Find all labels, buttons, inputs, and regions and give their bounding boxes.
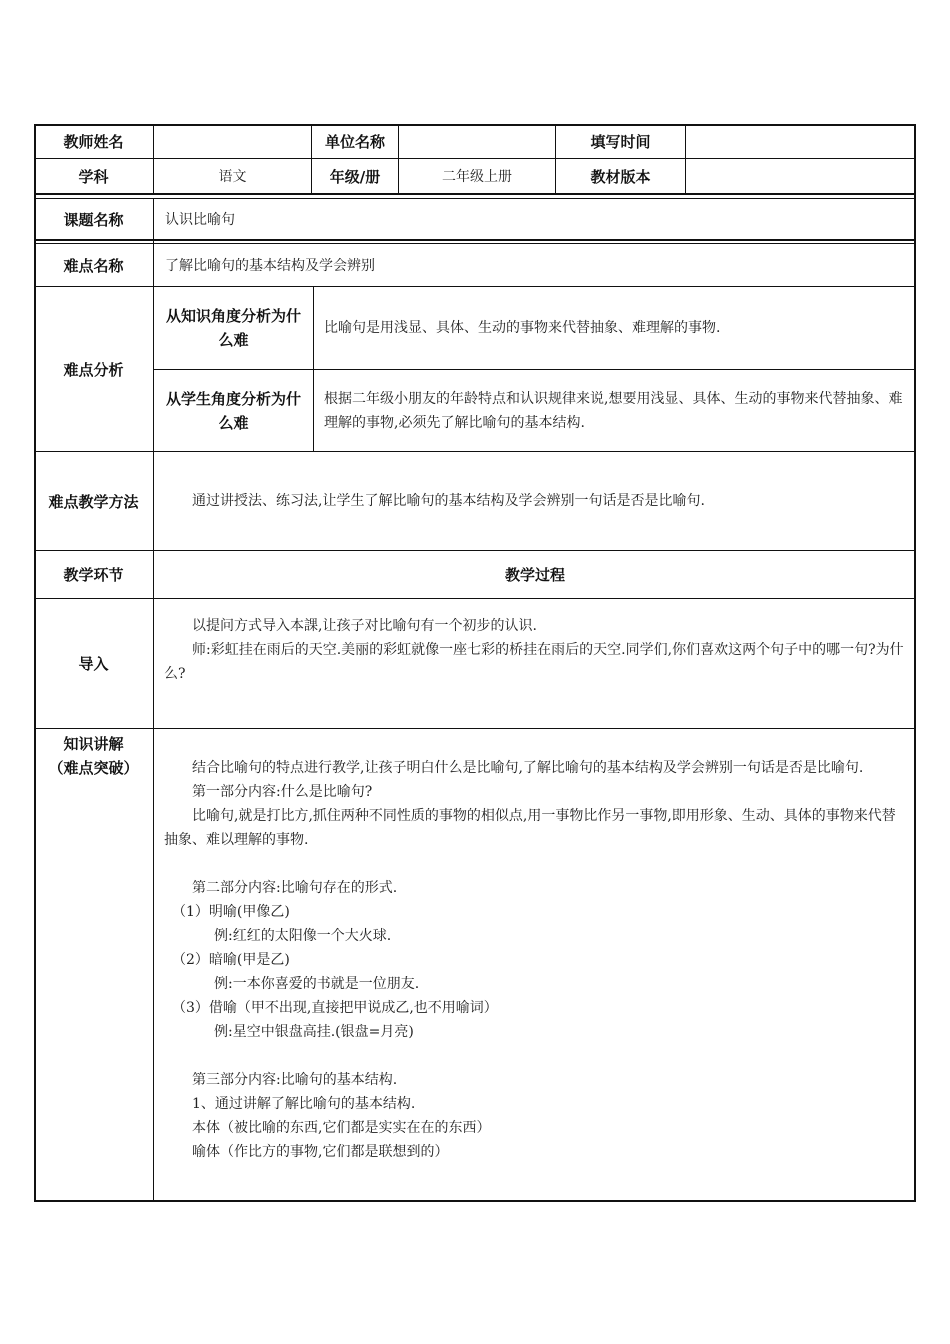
knowledge-label-line-2: （难点突破） xyxy=(48,759,139,777)
row-divider xyxy=(34,239,916,241)
intro-content xyxy=(164,614,909,686)
subject-value: 语文 xyxy=(218,169,247,185)
edition-label: 教材版本 xyxy=(590,167,651,186)
topic-value: 认识比喻句 xyxy=(165,212,235,228)
form-item-1: （1）明喻(甲像乙) xyxy=(172,904,290,920)
fill-time-label: 填写时间 xyxy=(590,133,651,151)
edition-value[interactable] xyxy=(686,159,916,193)
spacer xyxy=(164,1044,909,1068)
analysis-label: 难点分析 xyxy=(63,360,124,379)
form-item-3: （3）借喻（甲不出现,直接把甲说成乙,也不用喻词） xyxy=(172,1000,498,1016)
unit-name-label: 单位名称 xyxy=(324,133,385,151)
knowledge-intro: 结合比喻句的特点进行教学,让孩子明白什么是比喻句,了解比喻句的基本结构及学会辨别一句话是否是比喻句. xyxy=(192,760,864,776)
process-header: 教学过程 xyxy=(504,566,565,584)
knowledge-label-line-1: 知识讲解 xyxy=(63,735,124,753)
knowledge-label xyxy=(34,732,153,780)
fill-time-value[interactable] xyxy=(686,124,916,159)
student-angle-label: 从学生角度分析为什么难 xyxy=(165,389,301,432)
row-divider xyxy=(34,728,916,729)
spacer xyxy=(164,852,909,876)
unit-name-value[interactable] xyxy=(399,124,555,159)
method-value: 通过讲授法、练习法,让学生了解比喻句的基本结构及学会辨别一句话是否是比喻句. xyxy=(192,493,705,509)
col-divider xyxy=(313,287,314,452)
part3-title: 第三部分内容:比喻句的基本结构. xyxy=(192,1072,398,1088)
form-item-2: （2）暗喻(甲是乙) xyxy=(172,952,290,968)
subject-label: 学科 xyxy=(78,167,109,186)
difficulty-label: 难点名称 xyxy=(63,256,124,275)
teacher-name-value[interactable] xyxy=(154,124,311,159)
intro-line-1: 以提问方式导入本課,让孩子对比喻句有一个初步的认识. xyxy=(192,618,537,634)
method-label: 难点教学方法 xyxy=(48,492,139,511)
grade-value: 二年级上册 xyxy=(442,169,512,185)
form-item-2-example: 例:一本你喜爱的书就是一位朋友. xyxy=(214,976,420,992)
teacher-name-label: 教师姓名 xyxy=(63,133,124,151)
part1-body: 比喻句,就是打比方,抓住两种不同性质的事物的相似点,用一事物比作另一事物,即用形象、生动、具体的事物来代替抽象、难以理解的事物. xyxy=(164,808,896,848)
row-divider xyxy=(34,193,916,195)
stage-header: 教学环节 xyxy=(63,566,124,584)
difficulty-value: 了解比喻句的基本结构及学会辨别 xyxy=(165,258,375,274)
form-item-3-example: 例:星空中银盘高挂.(银盘=月亮) xyxy=(214,1024,414,1040)
intro-label: 导入 xyxy=(78,655,109,673)
knowledge-angle-label: 从知识角度分析为什么难 xyxy=(165,307,301,349)
topic-label: 课题名称 xyxy=(63,210,124,229)
part3-line-3: 喻体（作比方的事物,它们都是联想到的） xyxy=(192,1144,449,1160)
part3-line-2: 本体（被比喻的东西,它们都是实实在在的东西） xyxy=(192,1120,491,1136)
knowledge-angle-value: 比喻句是用浅显、具体、生动的事物来代替抽象、难理解的事物. xyxy=(324,320,721,336)
part1-title: 第一部分内容:什么是比喻句? xyxy=(192,784,373,800)
knowledge-content xyxy=(164,756,909,1164)
row-divider xyxy=(34,598,916,599)
intro-line-2: 师:彩虹挂在雨后的天空.美丽的彩虹就像一座七彩的桥挂在雨后的天空.同学们,你们喜欢这两个句子中的哪一句?为什么? xyxy=(164,642,904,682)
col-divider xyxy=(153,199,154,1202)
student-angle-value: 根据二年级小朋友的年龄特点和认识规律来说,想要用浅显、具体、生动的事物来代替抽象、难理解的事物,必须先了解比喻句的基本结构. xyxy=(324,390,903,431)
part2-title: 第二部分内容:比喻句存在的形式. xyxy=(192,880,398,896)
lesson-plan-table xyxy=(34,124,916,1202)
form-item-1-example: 例:红红的太阳像一个大火球. xyxy=(214,928,392,944)
grade-label: 年级/册 xyxy=(329,167,381,186)
part3-line-1: 1、通过讲解了解比喻句的基本结构. xyxy=(192,1096,416,1112)
